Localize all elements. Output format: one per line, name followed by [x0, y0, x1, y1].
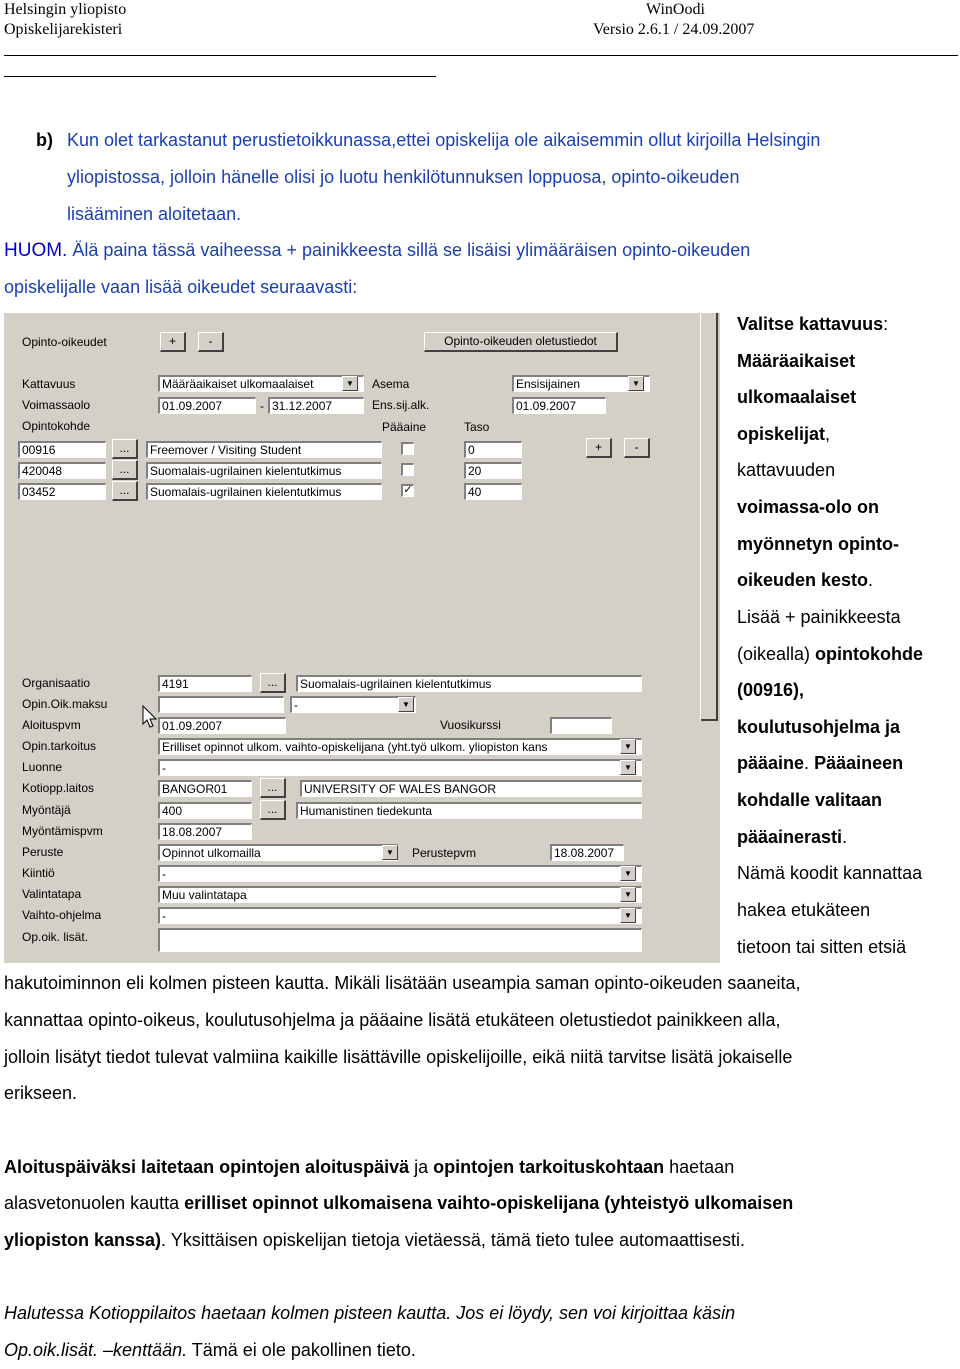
luonne-select[interactable]: - [158, 759, 642, 776]
label-opin-oik-maksu: Opin.Oik.maksu [22, 697, 108, 711]
mouse-cursor-icon [142, 705, 158, 729]
opintokohde-name[interactable]: Freemover / Visiting Student [146, 441, 382, 458]
tarkoitus-select[interactable]: Erilliset opinnot ulkom. vaihto-opiskelijana (yht.työ ulkom. yliopiston kans [158, 738, 642, 755]
label-aloituspvm: Aloituspvm [22, 718, 81, 732]
para1-line-3: jolloin lisätyt tiedot tulevat valmiina kaikille lisättäville opiskelijoille, eikä niitä tarvitse lisätä jokaiselle [4, 1047, 793, 1067]
organisaatio-code[interactable]: 4191 [158, 675, 252, 692]
search-ellipsis-button[interactable]: ... [260, 673, 286, 693]
label-opin-tarkoitus: Opin.tarkoitus [22, 739, 97, 753]
opintokohde-name[interactable]: Suomalais-ugrilainen kielentutkimus [146, 462, 382, 479]
label-valintatapa: Valintatapa [22, 887, 82, 901]
para1-line-4: erikseen. [4, 1083, 78, 1103]
label-op-oik-lisat: Op.oik. lisät. [22, 930, 89, 944]
header-org: Helsingin yliopisto [4, 1, 127, 18]
chevron-down-icon[interactable]: ▼ [620, 908, 636, 923]
label-vaihto-ohjelma: Vaihto-ohjelma [22, 908, 102, 922]
side-line-1: Valitse kattavuus: [737, 314, 889, 334]
para2-line-2: alasvetonuolen kautta erilliset opinnot ulkomaisena vaihto-opiskelijana (yhteistyö ulkomaisen [4, 1193, 794, 1213]
side-line-13: pääaine. Pääaineen [737, 753, 904, 773]
taso-field[interactable]: 40 [464, 483, 522, 500]
opintokohde-code[interactable]: 03452 [18, 483, 106, 500]
paaaine-checkbox[interactable] [401, 463, 414, 476]
label-opintokohde: Opintokohde [22, 419, 91, 433]
section-title: Opinto-oikeudet [22, 335, 107, 349]
op-oik-lisat-field[interactable] [158, 928, 642, 952]
huom-text: Älä paina tässä vaiheessa + painikkeesta sillä se lisäisi ylimääräisen opinto-oikeuden [67, 240, 751, 260]
label-perustepvm: Perustepvm [412, 846, 477, 860]
defaults-button[interactable]: Opinto-oikeuden oletustiedot [424, 332, 618, 352]
label-voimassaolo: Voimassaolo [22, 398, 91, 412]
search-ellipsis-button[interactable]: ... [260, 778, 286, 798]
kotiopp-name[interactable]: UNIVERSITY OF WALES BANGOR [300, 780, 642, 797]
side-line-16: Nämä koodit kannattaa [737, 863, 923, 883]
side-line-5: kattavuuden [737, 460, 836, 480]
huom-label: HUOM. [4, 240, 68, 261]
label-myontamispvm: Myöntämispvm [22, 824, 103, 838]
chevron-down-icon[interactable]: ▼ [398, 697, 414, 712]
aloituspvm-field[interactable]: 01.09.2007 [158, 717, 286, 734]
para1-line-2: kannattaa opinto-oikeus, koulutusohjelma ja pääaine lisätä etukäteen oletustiedot painikkeen alla, [4, 1010, 781, 1030]
remove-right-button[interactable]: - [198, 332, 224, 352]
side-line-7: myönnetyn opinto- [737, 534, 899, 554]
maksu-select[interactable]: - [290, 696, 416, 713]
header-app: WinOodi [646, 1, 705, 18]
label-peruste: Peruste [22, 845, 64, 859]
side-line-2: Määräaikaiset [737, 351, 856, 371]
scrollbar-thumb[interactable] [701, 313, 718, 721]
voimassa-start-field[interactable]: 01.09.2007 [158, 397, 256, 414]
side-line-17: hakea etukäteen [737, 900, 871, 920]
header-rule [4, 55, 958, 56]
label-asema: Asema [372, 377, 410, 391]
maksu-field[interactable] [158, 696, 284, 713]
chevron-down-icon[interactable]: ▼ [620, 739, 636, 754]
header-dept: Opiskelijarekisteri [4, 21, 123, 38]
label-luonne: Luonne [22, 760, 63, 774]
label-taso: Taso [464, 420, 490, 434]
taso-field[interactable]: 20 [464, 462, 522, 479]
kiintio-select[interactable]: - [158, 865, 642, 882]
vertical-scrollbar[interactable] [700, 313, 719, 721]
chevron-down-icon[interactable]: ▼ [628, 376, 644, 391]
para2-line-3: yliopiston kanssa). Yksittäisen opiskelijan tietoja vietäessä, tämä tieto tulee automaattisesti. [4, 1230, 746, 1250]
para2-line-1: Aloituspäiväksi laitetaan opintojen aloituspäivä ja opintojen tarkoituskohtaan haetaan [4, 1157, 735, 1177]
valintatapa-select[interactable]: Muu valintatapa [158, 886, 642, 903]
side-line-14: kohdalle valitaan [737, 790, 883, 810]
opintokohde-name[interactable]: Suomalais-ugrilainen kielentutkimus [146, 483, 382, 500]
header-rule-short [4, 76, 436, 77]
para3-line-2: Op.oik.lisät. –kenttään. Tämä ei ole pakollinen tieto. [4, 1340, 416, 1360]
label-kotiopp-laitos: Kotiopp.laitos [22, 781, 95, 795]
myontaja-code[interactable]: 400 [158, 802, 252, 819]
search-ellipsis-button[interactable]: ... [260, 800, 286, 820]
side-line-8: oikeuden kesto. [737, 570, 874, 590]
myontamispvm-field[interactable]: 18.08.2007 [158, 823, 252, 840]
para1-line-1: hakutoiminnon eli kolmen pisteen kautta. Mikäli lisätään useampia saman opinto-oikeuden saaneita, [4, 973, 801, 993]
intro-marker: b) [36, 130, 53, 150]
header-version: Versio 2.6.1 / 24.09.2007 [593, 21, 755, 38]
add-right-button[interactable]: + [160, 332, 186, 352]
huom-line-1 [4, 232, 750, 269]
chevron-down-icon[interactable]: ▼ [620, 866, 636, 881]
side-line-10: (oikealla) opintokohde [737, 644, 924, 664]
search-ellipsis-button[interactable]: ... [112, 481, 138, 501]
perustepvm-field[interactable]: 18.08.2007 [550, 844, 624, 861]
side-line-18: tietoon tai sitten etsiä [737, 937, 907, 957]
intro-line-2: yliopistossa, jolloin hänelle olisi jo luotu henkilötunnuksen loppuosa, opinto-oikeuden [67, 167, 740, 187]
vuosikurssi-field[interactable] [550, 717, 612, 734]
opinto-oikeudet-window [4, 313, 720, 963]
search-ellipsis-button[interactable]: ... [112, 460, 138, 480]
myontaja-name[interactable]: Humanistinen tiedekunta [296, 802, 642, 819]
side-line-11: (00916), [737, 680, 805, 700]
side-line-3: ulkomaalaiset [737, 387, 857, 407]
side-line-15: pääainerasti. [737, 827, 848, 847]
label-myontaja: Myöntäjä [22, 803, 71, 817]
opintokohde-code[interactable]: 420048 [18, 462, 106, 479]
kattavuus-select[interactable]: Määräaikaiset ulkomaalaiset [158, 375, 364, 392]
paaaine-checkbox-checked[interactable]: ✓ [401, 484, 414, 497]
peruste-select[interactable]: Opinnot ulkomailla [158, 844, 398, 861]
enssij-field[interactable]: 01.09.2007 [512, 397, 606, 414]
side-line-12: koulutusohjelma ja [737, 717, 901, 737]
vaihto-ohjelma-select[interactable]: - [158, 907, 642, 924]
chevron-down-icon[interactable]: ▼ [382, 845, 398, 860]
voimassa-end-field[interactable]: 31.12.2007 [268, 397, 364, 414]
huom-line-2: opiskelijalle vaan lisää oikeudet seuraavasti: [4, 277, 358, 297]
label-kattavuus: Kattavuus [22, 377, 76, 391]
intro-line-3: lisääminen aloitetaan. [67, 204, 242, 224]
label-paaaine: Pääaine [382, 420, 427, 434]
side-line-6: voimassa-olo on [737, 497, 880, 517]
paaaine-checkbox[interactable] [401, 442, 414, 455]
label-organisaatio: Organisaatio [22, 676, 91, 690]
asema-select[interactable]: Ensisijainen [512, 375, 650, 392]
remove-opintokohde-button[interactable]: - [624, 438, 650, 458]
chevron-down-icon[interactable]: ▼ [342, 376, 358, 391]
chevron-down-icon[interactable]: ▼ [620, 760, 636, 775]
add-opintokohde-button[interactable]: + [586, 438, 612, 458]
label-kiintio: Kiintiö [22, 866, 55, 880]
voimassa-separator: - [260, 399, 264, 413]
kotiopp-code[interactable]: BANGOR01 [158, 780, 252, 797]
side-line-4: opiskelijat, [737, 424, 831, 444]
opintokohde-code[interactable]: 00916 [18, 441, 106, 458]
search-ellipsis-button[interactable]: ... [112, 439, 138, 459]
chevron-down-icon[interactable]: ▼ [620, 887, 636, 902]
organisaatio-name[interactable]: Suomalais-ugrilainen kielentutkimus [296, 675, 642, 692]
intro-line-1: Kun olet tarkastanut perustietoikkunassa,ettei opiskelija ole aikaisemmin ollut kirjoilla Helsingin [67, 130, 821, 150]
para3-line-1: Halutessa Kotioppilaitos haetaan kolmen pisteen kautta. Jos ei löydy, sen voi kirjoittaa käsin [4, 1303, 736, 1323]
taso-field[interactable]: 0 [464, 441, 522, 458]
label-vuosikurssi: Vuosikurssi [440, 718, 501, 732]
label-enssij: Ens.sij.alk. [372, 398, 430, 412]
side-line-9: Lisää + painikkeesta [737, 607, 901, 627]
